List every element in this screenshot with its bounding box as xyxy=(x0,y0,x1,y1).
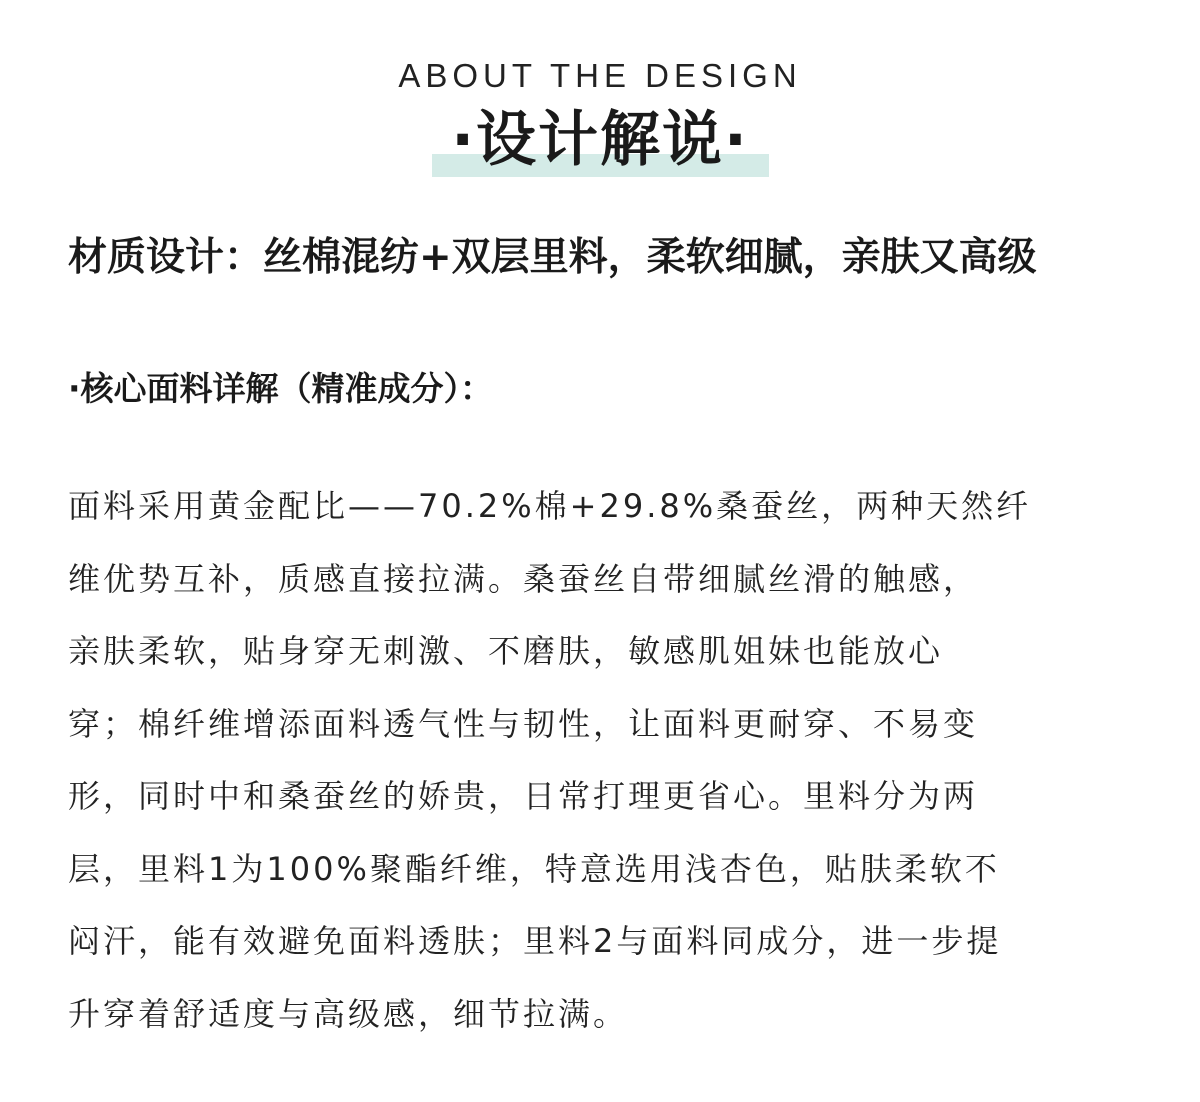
description-line: 形，同时中和桑蚕丝的娇贵，日常打理更省心。里料分为两 xyxy=(68,777,979,815)
core-fabric-section-label: ·核心面料详解（精准成分）： xyxy=(68,369,494,408)
description-line: 亲肤柔软，贴身穿无刺激、不磨肤，敏感肌姐妹也能放心 xyxy=(68,632,944,670)
description-line: 维优势互补，质感直接拉满。桑蚕丝自带细腻丝滑的触感， xyxy=(68,559,979,598)
description-line: 闷汗，能有效避免面料透肤；里料2与面料同成分，进一步提 xyxy=(68,922,1002,960)
page-title: ·设计解说· xyxy=(451,105,749,175)
description-line: 穿；棉纤维增添面料透气性与韧性，让面料更耐穿、不易变 xyxy=(68,704,979,743)
header-english-title: ABOUT THE DESIGN xyxy=(398,57,802,94)
fabric-description xyxy=(68,470,1138,1050)
description-line: 面料采用黄金配比——70.2%棉+29.8%桑蚕丝，两种天然纤 xyxy=(68,487,1032,525)
description-line: 层，里料1为100%聚酯纤维，特意选用浅杏色，贴肤柔软不 xyxy=(68,849,1000,888)
description-line: 升穿着舒适度与高级感，细节拉满。 xyxy=(68,994,629,1033)
material-design-subtitle: 材质设计：丝棉混纺+双层里料，柔软细腻，亲肤又高级 xyxy=(68,235,1037,280)
